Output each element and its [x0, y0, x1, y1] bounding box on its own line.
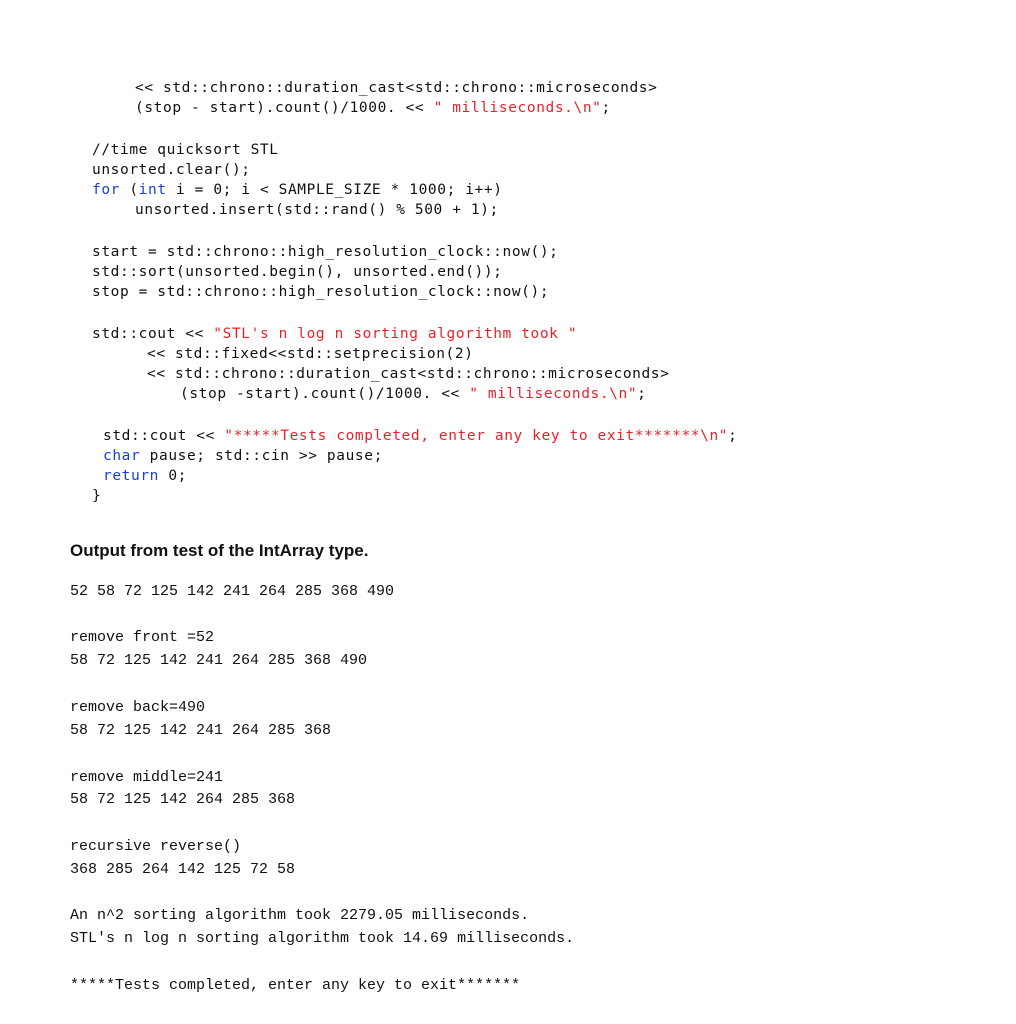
output-heading: Output from test of the IntArray type.	[70, 541, 369, 560]
output-line: 58 72 125 142 241 264 285 368	[70, 722, 332, 739]
output-line: 58 72 125 142 241 264 285 368 490	[70, 652, 368, 669]
code-text: ;	[728, 428, 738, 444]
code-line	[147, 364, 669, 384]
code-keyword: return	[103, 468, 159, 484]
code-text: std::cout <<	[92, 326, 214, 342]
code-line	[92, 282, 549, 302]
code-text: unsorted.insert(std::rand() % 500 + 1);	[135, 202, 499, 218]
code-string: "*****Tests completed, enter any key to exit*******\n"	[224, 428, 729, 444]
code-string: " milliseconds.\n"	[469, 386, 638, 402]
code-text: pause; std::cin >> pause;	[140, 448, 383, 464]
code-text: 0;	[158, 468, 187, 484]
code-text: start = std::chrono::high_resolution_clock::now();	[92, 244, 559, 260]
code-line	[92, 180, 503, 200]
code-text: stop = std::chrono::high_resolution_clock::now();	[92, 284, 550, 300]
output-line: 52 58 72 125 142 241 264 285 368 490	[70, 583, 395, 600]
output-line: STL's n log n sorting algorithm took 14.69 milliseconds.	[70, 930, 575, 947]
code-line	[103, 426, 737, 446]
code-keyword: char	[103, 448, 141, 464]
code-line	[147, 344, 474, 364]
code-line	[92, 324, 577, 344]
code-text: ;	[601, 100, 611, 116]
code-keyword: int	[138, 182, 167, 198]
code-text: << std::chrono::duration_cast<std::chrono::microseconds>	[147, 366, 670, 382]
code-text: unsorted.clear();	[92, 162, 251, 178]
code-text: }	[92, 488, 102, 504]
output-line: remove middle=241	[70, 769, 224, 786]
code-line	[92, 486, 101, 506]
output-line: remove back=490	[70, 699, 206, 716]
code-line	[92, 140, 279, 160]
output-line: remove front =52	[70, 629, 215, 646]
code-line	[135, 200, 499, 220]
code-text: i = 0; i < SAMPLE_SIZE * 1000; i++)	[166, 182, 503, 198]
code-line	[92, 262, 503, 282]
code-text: ;	[637, 386, 647, 402]
code-line	[180, 384, 647, 404]
code-text: //time quicksort STL	[92, 142, 279, 158]
code-text: std::cout <<	[103, 428, 225, 444]
output-line: recursive reverse()	[70, 838, 242, 855]
code-text: (stop -start).count()/1000. <<	[180, 386, 470, 402]
code-line	[92, 160, 251, 180]
code-text: << std::fixed<<std::setprecision(2)	[147, 346, 474, 362]
code-text: (stop - start).count()/1000. <<	[135, 100, 434, 116]
code-text: (	[120, 182, 139, 198]
output-line: *****Tests completed, enter any key to exit*******	[70, 977, 521, 994]
code-string: " milliseconds.\n"	[433, 100, 602, 116]
code-line	[135, 78, 657, 98]
code-text: << std::chrono::duration_cast<std::chrono::microseconds>	[135, 80, 658, 96]
code-line	[103, 466, 187, 486]
code-line	[103, 446, 383, 466]
code-keyword: for	[92, 182, 120, 198]
output-line: 368 285 264 142 125 72 58	[70, 861, 296, 878]
code-line	[92, 242, 559, 262]
code-string: "STL's n log n sorting algorithm took "	[213, 326, 578, 342]
code-line	[135, 98, 611, 118]
output-line: An n^2 sorting algorithm took 2279.05 milliseconds.	[70, 907, 530, 924]
output-line: 58 72 125 142 264 285 368	[70, 791, 296, 808]
code-text: std::sort(unsorted.begin(), unsorted.end());	[92, 264, 503, 280]
